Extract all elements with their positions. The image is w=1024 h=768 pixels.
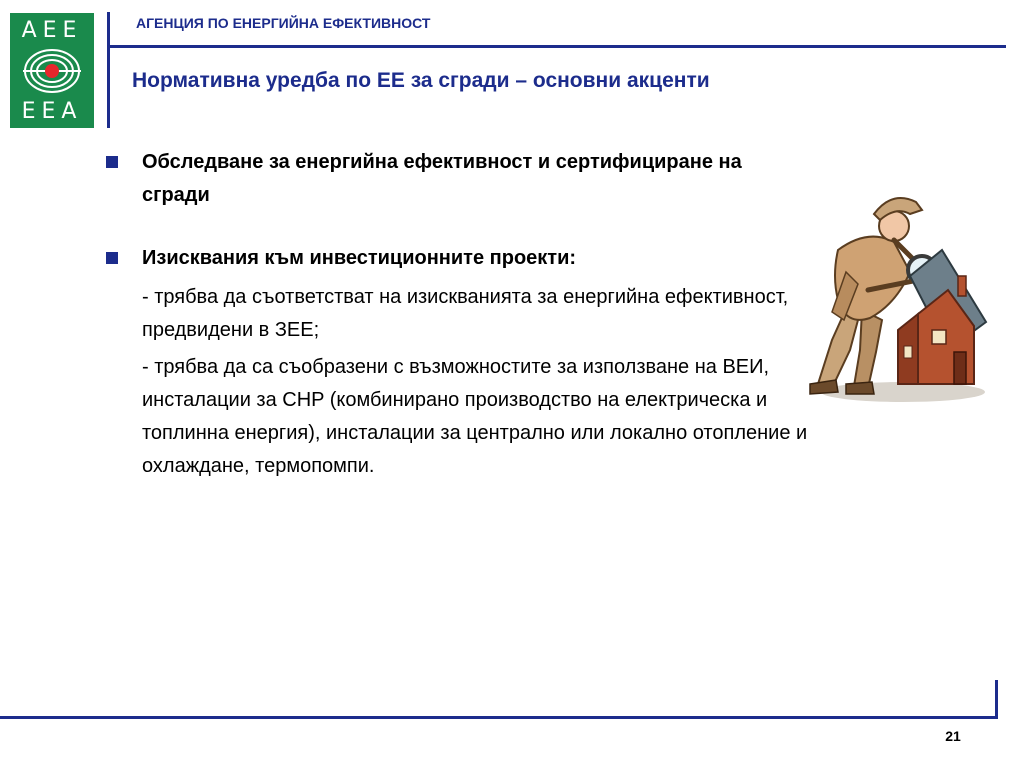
header-horizontal-divider bbox=[108, 45, 1006, 48]
sub-item: - трябва да са съобразени с възможностите за използване на ВЕИ, инсталации за CHP (комбинирано производство на електрическа и топлинна енергия), инсталации за централно или локално отопление и охлаждане, термопомпи. bbox=[142, 356, 808, 477]
logo-top-text: AEE bbox=[21, 18, 83, 43]
bullet-item bbox=[104, 242, 814, 275]
bullet-item bbox=[104, 146, 814, 212]
bullet-text: Изисквания към инвестиционните проекти: bbox=[142, 247, 577, 269]
bullet-text: Обследване за енергийна ефективност и сертифициране на сгради bbox=[142, 151, 742, 206]
organization-name: АГЕНЦИЯ ПО ЕНЕРГИЙНА ЕФЕКТИВНОСТ bbox=[136, 15, 431, 31]
sub-item: - трябва да съответстват на изискванията за енергийна ефективност, предвидени в ЗЕЕ; bbox=[142, 286, 789, 341]
slide-content bbox=[104, 146, 814, 483]
page-number: 21 bbox=[945, 728, 961, 744]
logo-emblem-icon bbox=[22, 46, 82, 96]
inspector-magnifier-house-icon bbox=[798, 180, 1008, 420]
header-vertical-divider bbox=[107, 12, 110, 128]
slide-title: Нормативна уредба по ЕЕ за сгради – основни акценти bbox=[132, 69, 710, 92]
square-bullet-icon bbox=[106, 252, 118, 264]
square-bullet-icon bbox=[106, 156, 118, 168]
logo-bottom-text: EEA bbox=[21, 99, 83, 124]
footer-vertical-divider bbox=[995, 680, 998, 719]
footer-horizontal-divider bbox=[0, 716, 998, 719]
agency-logo bbox=[10, 13, 94, 128]
